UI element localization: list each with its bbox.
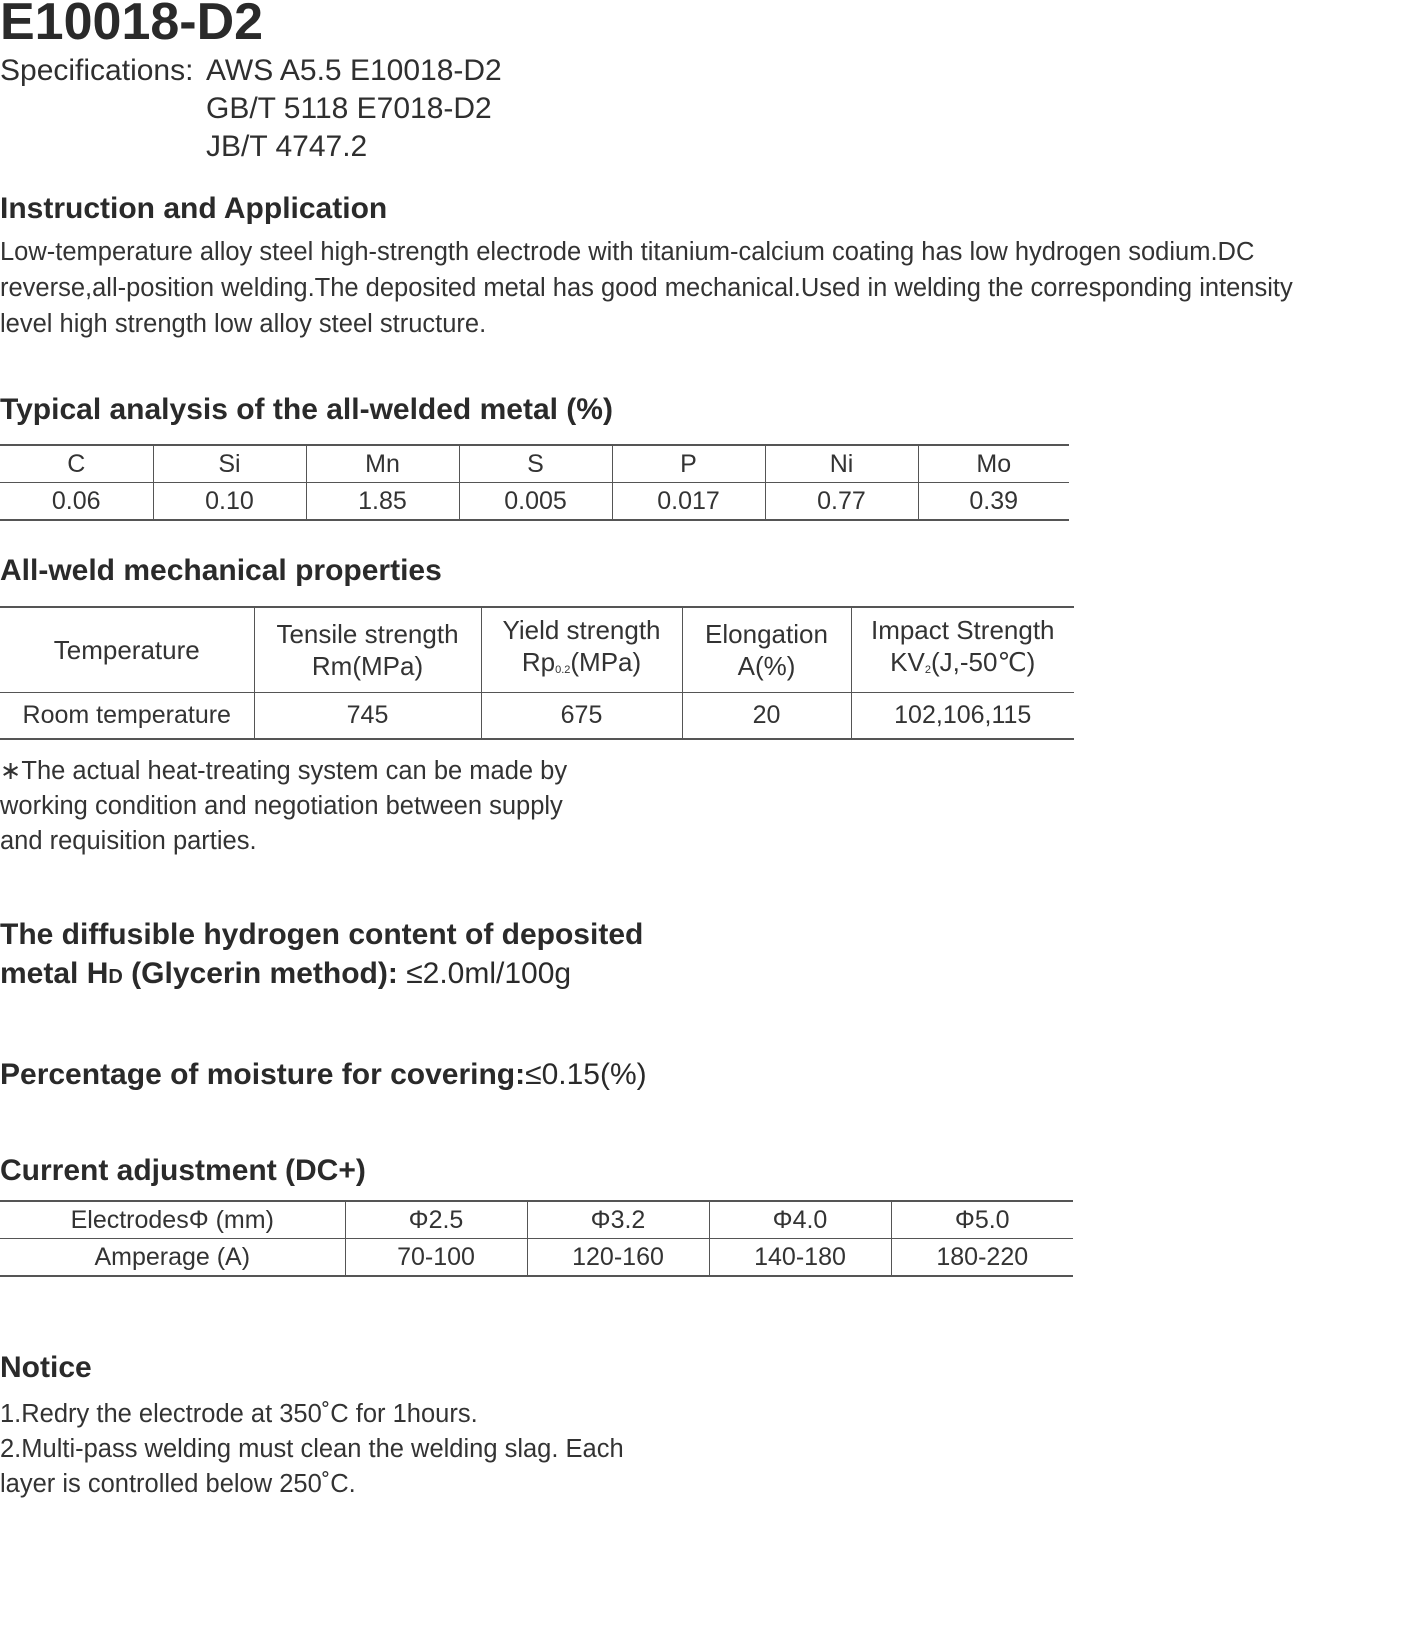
- mech-header-yield-line1: Yield strength: [502, 615, 661, 645]
- chem-header-cell: Ni: [765, 445, 918, 483]
- chem-value-cell: 0.06: [0, 483, 153, 521]
- mech-header-tensile-line1: Tensile strength: [276, 619, 459, 649]
- instruction-paragraph: [0, 234, 1293, 342]
- mech-value-tensile: 745: [254, 693, 481, 740]
- hydrogen-metal-label: metal H: [0, 957, 109, 990]
- chem-header-cell: C: [0, 445, 153, 483]
- instruction-line: level high strength low alloy steel structure.: [0, 310, 487, 338]
- mech-value-yield: 675: [481, 693, 682, 740]
- mechanical-value-row: [0, 693, 1074, 740]
- mech-value-impact: 102,106,115: [851, 693, 1074, 740]
- current-cell: 70-100: [345, 1239, 527, 1277]
- mechanical-table: [0, 606, 1074, 740]
- mech-header-tensile-line2: Rm(MPa): [311, 651, 424, 681]
- mech-header-elongation-line1: Elongation: [705, 619, 828, 649]
- impact-unit: (J,-50℃): [930, 647, 1036, 677]
- current-amperage-row: [0, 1239, 1073, 1277]
- mech-header-tensile: [254, 607, 481, 693]
- notice-item: 1.Redry the electrode at 350˚C for 1hours.: [0, 1400, 478, 1428]
- chemical-header-row: [0, 445, 1069, 483]
- heat-treatment-note: [0, 754, 567, 859]
- mechanical-header-row: [0, 607, 1074, 693]
- hydrogen-method-label: (Glycerin method):: [122, 957, 398, 990]
- instruction-line: Low-temperature alloy steel high-strength electrode with titanium-calcium coating has low hydrogen sodium.DC: [0, 238, 1255, 266]
- mech-value-elongation: 20: [682, 693, 851, 740]
- moisture-value: ≤0.15(%): [525, 1058, 647, 1091]
- instruction-line: reverse,all-position welding.The deposited metal has good mechanical.Used in welding the corresponding intensity: [0, 274, 1293, 302]
- chem-header-cell: Si: [153, 445, 306, 483]
- current-diameter-row: [0, 1201, 1073, 1239]
- current-cell: ElectrodesΦ (mm): [0, 1201, 345, 1239]
- mech-header-impact-line1: Impact Strength: [870, 615, 1055, 645]
- hydrogen-value: ≤2.0ml/100g: [397, 957, 572, 990]
- chem-value-cell: 0.10: [153, 483, 306, 521]
- spec-line-jbt: JB/T 4747.2: [206, 130, 368, 163]
- current-cell: Φ5.0: [891, 1201, 1073, 1239]
- chem-header-cell: P: [612, 445, 765, 483]
- current-cell: Φ3.2: [527, 1201, 709, 1239]
- note-line: and requisition parties.: [0, 827, 257, 855]
- moisture-line: [0, 1058, 647, 1092]
- hydrogen-d-subscript: D: [108, 966, 123, 988]
- mechanical-heading: All-weld mechanical properties: [0, 554, 442, 587]
- spec-line-aws: AWS A5.5 E10018-D2: [206, 54, 502, 87]
- note-line: ∗The actual heat-treating system can be made by: [0, 757, 568, 785]
- chem-value-cell: 1.85: [306, 483, 459, 521]
- yield-symbol: Rp: [521, 647, 556, 677]
- instruction-heading: Instruction and Application: [0, 192, 388, 225]
- specifications-label: Specifications:: [0, 54, 194, 87]
- spec-line-gbt: GB/T 5118 E7018-D2: [206, 92, 492, 125]
- page-title: E10018-D2: [0, 0, 264, 51]
- mech-header-elongation-line2: A(%): [737, 651, 796, 681]
- mech-header-impact-line2: [852, 646, 1075, 686]
- notice-item: 2.Multi-pass welding must clean the welding slag. Each: [0, 1435, 624, 1463]
- chem-value-cell: 0.005: [459, 483, 612, 521]
- chem-value-cell: 0.77: [765, 483, 918, 521]
- impact-symbol: KV: [890, 647, 925, 677]
- chemical-table: [0, 444, 1069, 521]
- yield-unit: (MPa): [570, 647, 642, 677]
- impact-subscript: 2: [924, 664, 931, 676]
- chemical-value-row: [0, 483, 1069, 521]
- mech-value-temperature: Room temperature: [0, 693, 254, 740]
- current-heading: Current adjustment (DC+): [0, 1154, 366, 1187]
- current-cell: Φ2.5: [345, 1201, 527, 1239]
- hydrogen-heading-line2: [0, 957, 571, 991]
- mech-header-impact: [851, 607, 1074, 693]
- mech-header-elongation: [682, 607, 851, 693]
- current-table: [0, 1200, 1073, 1277]
- mech-header-yield-line2: [482, 646, 682, 686]
- current-cell: Φ4.0: [709, 1201, 891, 1239]
- yield-subscript: 0.2: [555, 664, 571, 676]
- chemical-heading: Typical analysis of the all-welded metal (%): [0, 393, 613, 426]
- chem-header-cell: Mo: [918, 445, 1069, 483]
- notice-list: [0, 1397, 624, 1502]
- mech-header-temperature: Temperature: [0, 607, 254, 693]
- current-cell: Amperage (A): [0, 1239, 345, 1277]
- chem-value-cell: 0.39: [918, 483, 1069, 521]
- current-cell: 120-160: [527, 1239, 709, 1277]
- chem-value-cell: 0.017: [612, 483, 765, 521]
- notice-heading: Notice: [0, 1351, 92, 1384]
- note-line: working condition and negotiation between supply: [0, 792, 563, 820]
- current-cell: 140-180: [709, 1239, 891, 1277]
- chem-header-cell: Mn: [306, 445, 459, 483]
- mech-header-yield: [481, 607, 682, 693]
- chem-header-cell: S: [459, 445, 612, 483]
- notice-item: layer is controlled below 250˚C.: [0, 1470, 356, 1498]
- moisture-label: Percentage of moisture for covering:: [0, 1058, 526, 1091]
- hydrogen-heading-line1: The diffusible hydrogen content of deposited: [0, 918, 644, 951]
- current-cell: 180-220: [891, 1239, 1073, 1277]
